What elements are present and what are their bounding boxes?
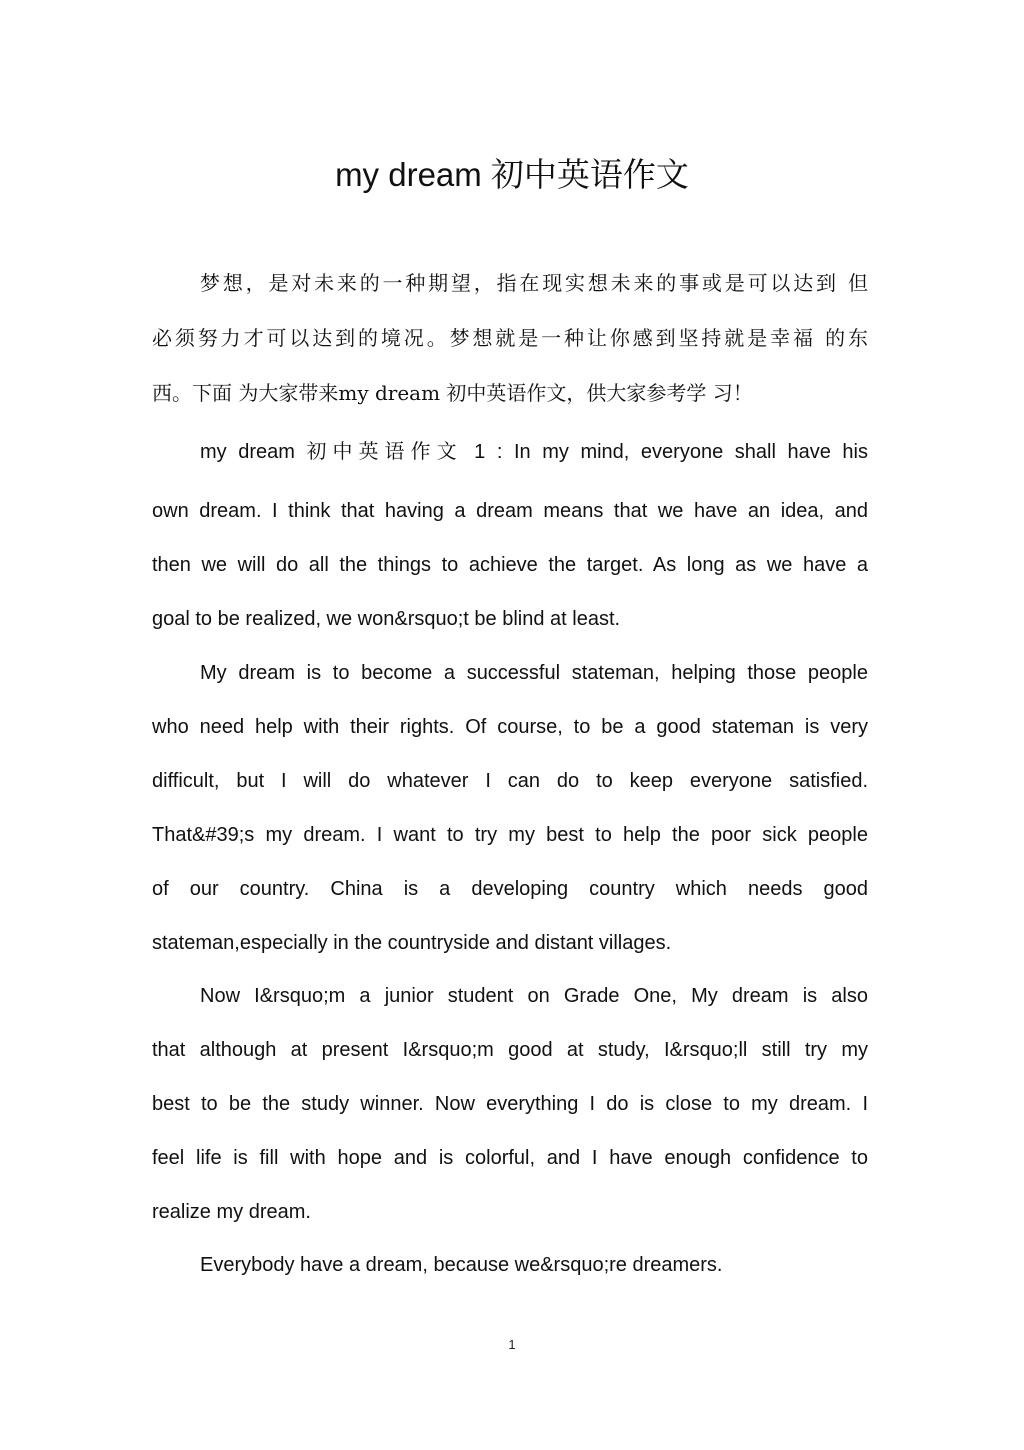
body-line-12: of our country. China is a developing country which needs good	[152, 878, 868, 900]
body-line-4: my dream 初中英语作文 1 : In my mind, everyone shall have his	[200, 441, 868, 463]
body-line-15: that although at present I&rsquo;m good at study, I&rsquo;ll still try my	[152, 1039, 868, 1061]
body-line-6: then we will do all the things to achieve the target. As long as we have a	[152, 554, 868, 576]
body-line-13: stateman,especially in the countryside and distant villages.	[152, 932, 672, 954]
body-line-18: realize my dream.	[152, 1201, 311, 1223]
body-line-1: 梦想，是对未来的一种期望，指在现实想未来的事或是可以达到 但	[200, 271, 868, 295]
body-line-17: feel life is fill with hope and is colorful, and I have enough confidence to	[152, 1147, 868, 1169]
body-line-5: own dream. I think that having a dream means that we have an idea, and	[152, 500, 868, 522]
body-line-8: My dream is to become a successful stateman, helping those people	[200, 662, 868, 684]
body-line-14: Now I&rsquo;m a junior student on Grade One, My dream is also	[200, 985, 868, 1007]
body-line-19: Everybody have a dream, because we&rsquo;re dreamers.	[200, 1254, 723, 1276]
document-title: my dream 初中英语作文	[335, 156, 689, 193]
body-line-10: difficult, but I will do whatever I can do to keep everyone satisfied.	[152, 770, 868, 792]
body-line-7: goal to be realized, we won&rsquo;t be blind at least.	[152, 608, 621, 630]
body-line-3: 西。下面 为大家带来my dream 初中英语作文，供大家参考学 习！	[152, 381, 753, 405]
body-line-11: That&#39;s my dream. I want to try my best to help the poor sick people	[152, 824, 868, 846]
body-line-16: best to be the study winner. Now everything I do is close to my dream. I	[152, 1093, 868, 1115]
page-number: 1	[508, 1337, 516, 1352]
body-line-9: who need help with their rights. Of course, to be a good stateman is very	[152, 716, 868, 738]
body-line-2: 必须努力才可以达到的境况。梦想就是一种让你感到坚持就是幸福 的东	[152, 326, 868, 350]
